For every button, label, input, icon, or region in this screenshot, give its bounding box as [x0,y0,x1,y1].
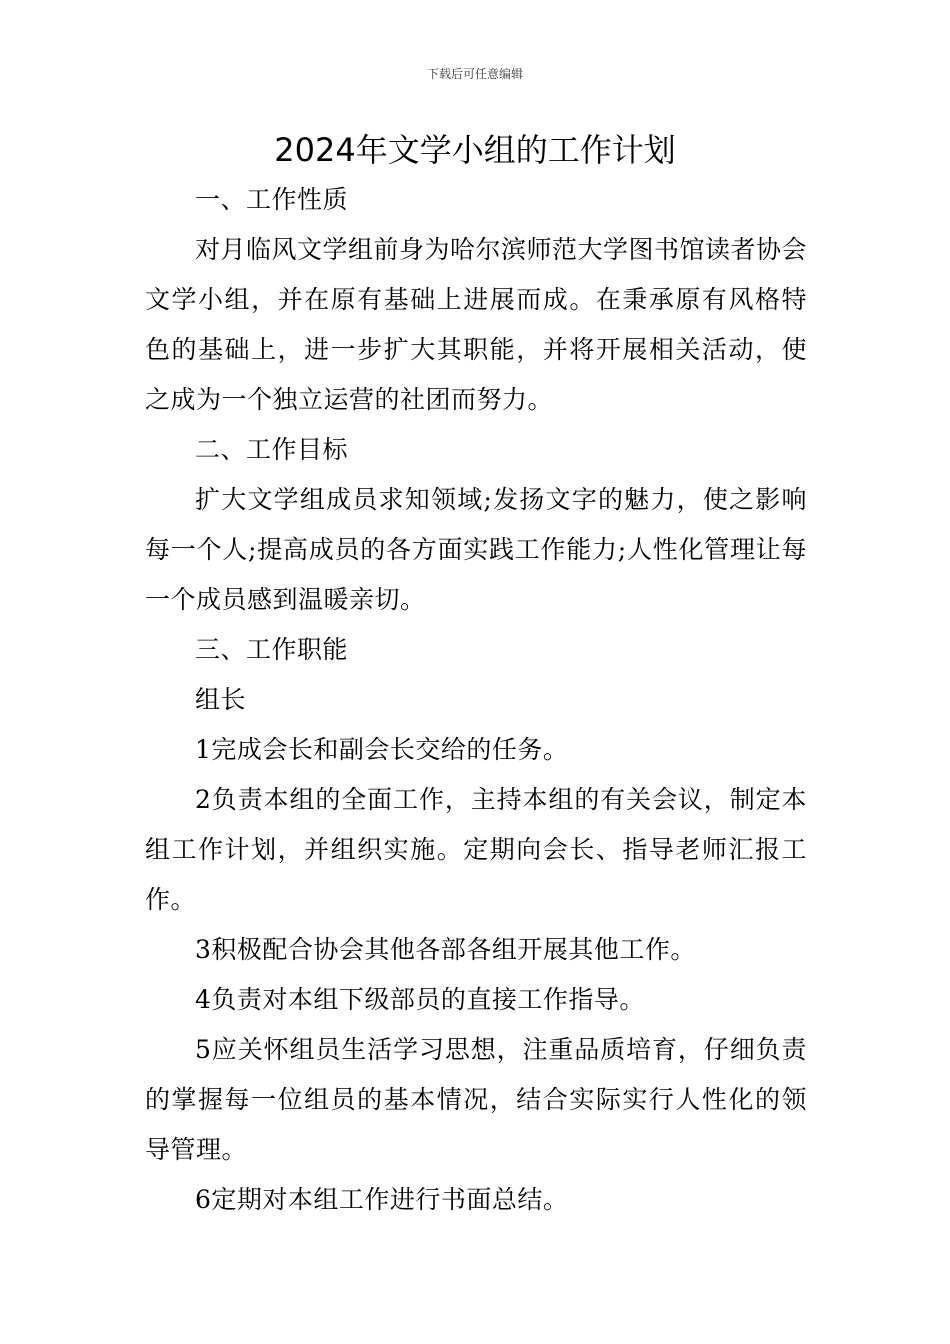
duty-item-1: 1完成会长和副会长交给的任务。 [195,735,569,764]
document-title: 2024年文学小组的工作计划 [274,131,676,169]
subheading-leader: 组长 [195,685,247,714]
section-heading-goals: 二、工作目标 [195,435,349,464]
section-heading-nature: 一、工作性质 [195,185,349,214]
duty-item-6: 6定期对本组工作进行书面总结。 [195,1185,569,1214]
duty-item-4: 4负责对本组下级部员的直接工作指导。 [195,985,645,1014]
document-body [145,175,807,1225]
section-heading-functions: 三、工作职能 [195,635,349,664]
duty-item-3: 3积极配合协会其他各部各组开展其他工作。 [195,935,696,964]
paragraph-goals: 扩大文学组成员求知领域;发扬文字的魅力，使之影响每一个人;提高成员的各方面实践工作能力;人性化管理让每一个成员感到温暖亲切。 [145,485,807,614]
duty-item-2: 2负责本组的全面工作，主持本组的有关会议，制定本组工作计划，并组织实施。定期向会长、指导老师汇报工作。 [145,785,807,914]
duty-item-5: 5应关怀组员生活学习思想，注重品质培育，仔细负责的掌握每一位组员的基本情况，结合实际实行人性化的领导管理。 [145,1035,807,1164]
paragraph-nature: 对月临风文学组前身为哈尔滨师范大学图书馆读者协会文学小组，并在原有基础上进展而成。在秉承原有风格特色的基础上，进一步扩大其职能，并将开展相关活动，使之成为一个独立运营的社团而努力。 [145,235,808,414]
header-note: 下载后可任意编辑 [426,67,523,81]
